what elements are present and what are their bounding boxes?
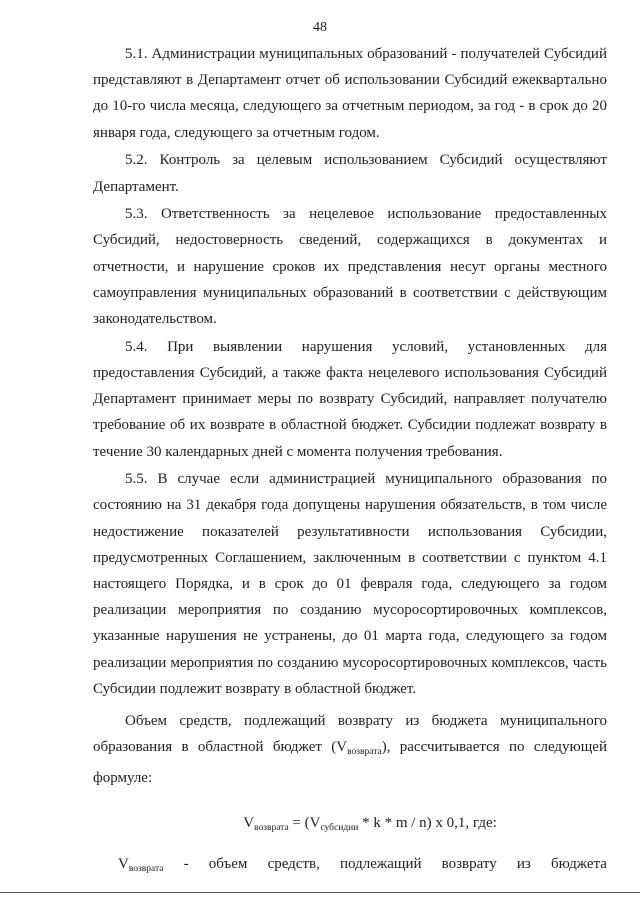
definition-symbol-subscript: возврата (128, 863, 164, 874)
definition-word: подлежащий (340, 855, 422, 872)
paragraph-5-2: 5.2. Контроль за целевым использованием Субсидий осуществляют Департамент. (93, 152, 607, 195)
definition-symbol (118, 851, 163, 882)
document-body (93, 41, 607, 882)
formula-rest: * k * m / n) x 0,1, где: (358, 814, 497, 831)
formula-v-subscript: возврата (254, 822, 289, 833)
formula (133, 810, 607, 841)
paragraph-5-1: 5.1. Администрации муниципальных образований - получателей Субсидий представляют в Департамент отчет об использовании Субсидий ежеквартально до 10-го числа месяца, следующего за отчетным периодом, за год - в срок до 20 января года, следующего за отчетным годом. (93, 46, 607, 141)
volume-paragraph (93, 708, 607, 792)
paragraph-5-3: 5.3. Ответственность за нецелевое использование предоставленных Субсидий, недостоверность сведений, содержащихся в документах и отчетности, и нарушение сроков их представления несут органы местного самоуправления муниципальных образований в соответствии с действующим законодательством. (93, 206, 607, 328)
definition-word: из (516, 855, 531, 872)
page-bottom-edge (0, 892, 640, 893)
formula-v: V (243, 814, 255, 831)
definition-word: - (183, 855, 189, 872)
formula-subsidy-subscript: субсидии (320, 822, 359, 833)
page-number: 48 (313, 20, 327, 35)
definition-word: средств, (267, 855, 320, 872)
paragraph-5-4: 5.4. При выявлении нарушения условий, установленных для предоставления Субсидий, а также факта нецелевого использования Субсидий Департамент принимает меры по возврату Субсидий, направляет получателю требование об их возврате в областной бюджет. Субсидии подлежат возврату в течение 30 календарных дней с момента получения требования. (93, 338, 607, 460)
volume-text-before: Объем средств, подлежащий возврату из бюджета муниципального образования в областной бюджет (V (93, 713, 607, 756)
volume-subscript: возврата (347, 747, 382, 758)
definition-symbol-v: V (118, 855, 129, 872)
definition-word: возврату (441, 855, 497, 872)
formula-eq-open: = (V (288, 814, 321, 831)
definition-word: бюджета (551, 855, 607, 872)
volume-text-after: ), рассчитывается по следующей формуле: (93, 739, 607, 787)
definition-line (93, 851, 607, 882)
paragraph-5-5: 5.5. В случае если администрацией муниципального образования по состоянию на 31 декабря года допущены нарушения обязательств, в том числе недостижение показателей результативности использования Субсидии, предусмотренных Соглашением, заключенным в соответствии с пунктом 4.1 настоящего Порядка, и в срок до 01 февраля года, следующего за годом реализации мероприятия по созданию мусоросортировочных комплексов, указанные нарушения не устранены, до 01 марта года, следующего за годом реализации мероприятия по созданию мусоросортировочных комплексов, часть Субсидии подлежит возврату в областной бюджет. (93, 471, 607, 697)
definition-word: объем (208, 855, 248, 872)
